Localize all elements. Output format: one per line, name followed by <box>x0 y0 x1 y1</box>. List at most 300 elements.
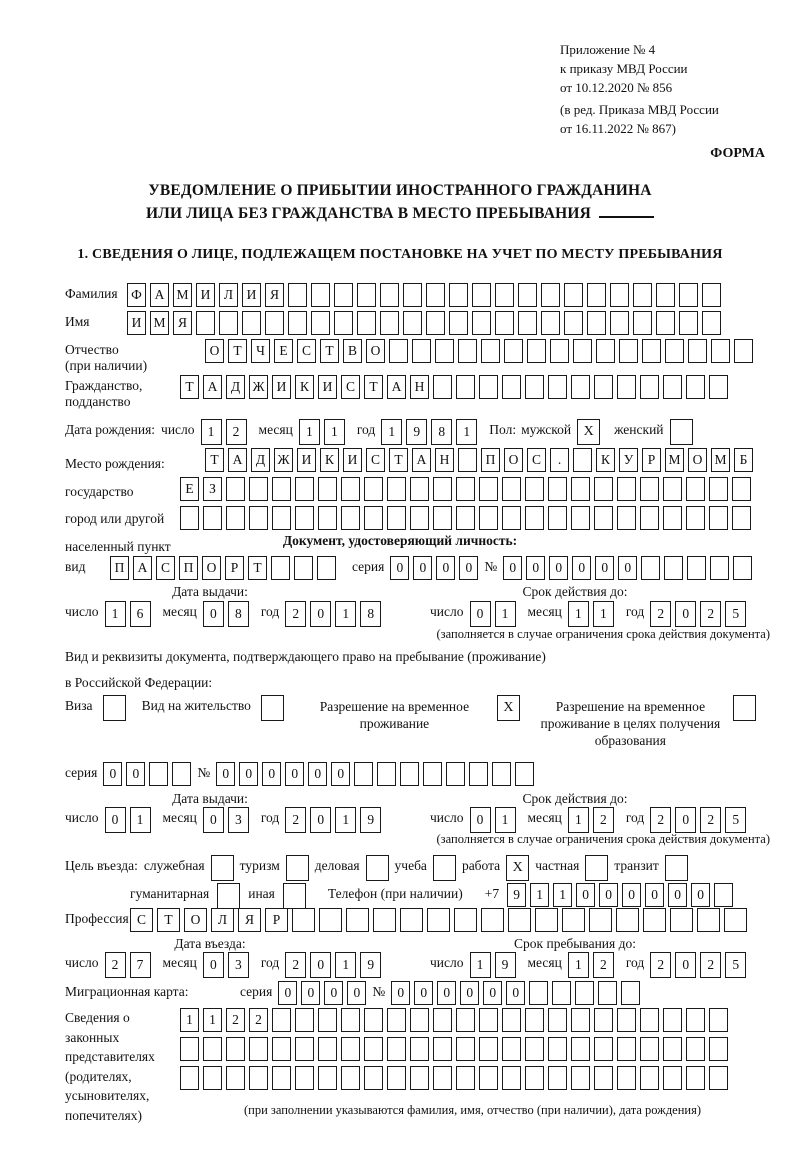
char-box[interactable]: 1 <box>335 807 356 833</box>
char-box[interactable]: 0 <box>203 601 224 627</box>
char-box[interactable] <box>469 762 488 786</box>
char-box[interactable]: Б <box>734 448 753 472</box>
char-box[interactable] <box>617 506 636 530</box>
char-box[interactable] <box>433 1037 452 1061</box>
char-box[interactable] <box>387 477 406 501</box>
char-box[interactable] <box>709 1008 728 1032</box>
char-box[interactable]: 1 <box>568 601 589 627</box>
char-box[interactable]: 0 <box>347 981 366 1005</box>
char-box[interactable] <box>571 477 590 501</box>
char-box[interactable]: З <box>203 477 222 501</box>
char-box[interactable] <box>288 283 307 307</box>
char-box[interactable] <box>594 506 613 530</box>
char-box[interactable]: 2 <box>105 952 126 978</box>
char-box[interactable]: А <box>133 556 152 580</box>
char-box[interactable]: М <box>150 311 169 335</box>
char-box[interactable] <box>670 908 693 932</box>
char-box[interactable]: . <box>550 448 569 472</box>
char-box[interactable] <box>410 1066 429 1090</box>
char-box[interactable]: 1 <box>456 419 477 445</box>
char-box[interactable] <box>387 506 406 530</box>
char-box[interactable] <box>504 339 523 363</box>
char-box[interactable] <box>571 1008 590 1032</box>
char-box[interactable]: 0 <box>203 807 224 833</box>
char-box[interactable] <box>295 1037 314 1061</box>
char-box[interactable] <box>271 556 290 580</box>
char-box[interactable] <box>341 1066 360 1090</box>
char-box[interactable] <box>472 283 491 307</box>
char-box[interactable] <box>525 506 544 530</box>
char-box[interactable] <box>426 283 445 307</box>
char-box[interactable]: 0 <box>668 883 687 907</box>
char-box[interactable]: Я <box>173 311 192 335</box>
char-box[interactable]: 3 <box>228 807 249 833</box>
char-box[interactable] <box>226 477 245 501</box>
char-box[interactable] <box>525 375 544 399</box>
char-box[interactable] <box>449 311 468 335</box>
char-box[interactable] <box>548 1037 567 1061</box>
char-box[interactable]: 0 <box>503 556 522 580</box>
char-box[interactable] <box>226 1066 245 1090</box>
char-box[interactable] <box>456 506 475 530</box>
char-box[interactable]: 2 <box>593 807 614 833</box>
char-box[interactable] <box>596 339 615 363</box>
char-box[interactable] <box>456 1008 475 1032</box>
char-box[interactable]: 2 <box>226 419 247 445</box>
char-box[interactable]: 0 <box>691 883 710 907</box>
char-box[interactable] <box>610 283 629 307</box>
char-box[interactable]: 2 <box>700 952 721 978</box>
char-box[interactable] <box>679 311 698 335</box>
char-box[interactable] <box>686 506 705 530</box>
char-box[interactable]: 0 <box>599 883 618 907</box>
purpose-official-checkbox[interactable] <box>211 855 234 881</box>
sex-male-checkbox[interactable]: X <box>577 419 600 445</box>
char-box[interactable] <box>357 311 376 335</box>
char-box[interactable] <box>571 375 590 399</box>
char-box[interactable]: 1 <box>568 807 589 833</box>
char-box[interactable]: И <box>297 448 316 472</box>
char-box[interactable]: С <box>156 556 175 580</box>
char-box[interactable]: 5 <box>725 807 746 833</box>
char-box[interactable] <box>643 908 666 932</box>
char-box[interactable] <box>734 339 753 363</box>
char-box[interactable]: Ж <box>249 375 268 399</box>
char-box[interactable]: М <box>665 448 684 472</box>
char-box[interactable]: 0 <box>103 762 122 786</box>
char-box[interactable]: И <box>343 448 362 472</box>
char-box[interactable] <box>709 506 728 530</box>
char-box[interactable] <box>619 339 638 363</box>
char-box[interactable] <box>687 556 706 580</box>
char-box[interactable]: 0 <box>595 556 614 580</box>
char-box[interactable]: 5 <box>725 952 746 978</box>
char-box[interactable] <box>663 1066 682 1090</box>
char-box[interactable] <box>481 339 500 363</box>
char-box[interactable] <box>341 477 360 501</box>
char-box[interactable]: Н <box>435 448 454 472</box>
char-box[interactable] <box>709 1066 728 1090</box>
char-box[interactable] <box>318 1066 337 1090</box>
char-box[interactable]: 0 <box>483 981 502 1005</box>
char-box[interactable]: А <box>228 448 247 472</box>
char-box[interactable]: Р <box>642 448 661 472</box>
char-box[interactable] <box>571 506 590 530</box>
char-box[interactable] <box>364 1008 383 1032</box>
char-box[interactable] <box>456 1037 475 1061</box>
char-box[interactable]: 0 <box>390 556 409 580</box>
char-box[interactable] <box>711 339 730 363</box>
char-box[interactable] <box>617 375 636 399</box>
char-box[interactable] <box>364 1066 383 1090</box>
char-box[interactable] <box>427 908 450 932</box>
char-box[interactable]: 1 <box>553 883 572 907</box>
char-box[interactable]: П <box>481 448 500 472</box>
char-box[interactable]: 0 <box>645 883 664 907</box>
char-box[interactable]: 0 <box>126 762 145 786</box>
char-box[interactable] <box>426 311 445 335</box>
char-box[interactable]: У <box>619 448 638 472</box>
char-box[interactable]: Л <box>219 283 238 307</box>
char-box[interactable]: И <box>318 375 337 399</box>
char-box[interactable]: Т <box>157 908 180 932</box>
char-box[interactable] <box>317 556 336 580</box>
char-box[interactable] <box>172 762 191 786</box>
char-box[interactable]: В <box>343 339 362 363</box>
char-box[interactable]: 0 <box>572 556 591 580</box>
char-box[interactable]: 1 <box>130 807 151 833</box>
char-box[interactable]: 0 <box>549 556 568 580</box>
char-box[interactable] <box>663 477 682 501</box>
char-box[interactable] <box>714 883 733 907</box>
char-box[interactable]: Т <box>180 375 199 399</box>
char-box[interactable]: 1 <box>324 419 345 445</box>
char-box[interactable]: 0 <box>526 556 545 580</box>
purpose-other-checkbox[interactable] <box>283 883 306 909</box>
char-box[interactable] <box>709 375 728 399</box>
char-box[interactable]: А <box>150 283 169 307</box>
char-box[interactable] <box>196 311 215 335</box>
char-box[interactable]: 2 <box>285 952 306 978</box>
char-box[interactable] <box>341 506 360 530</box>
char-box[interactable]: 9 <box>360 952 381 978</box>
option-temp-residence-edu-checkbox[interactable] <box>733 695 756 721</box>
char-box[interactable]: Т <box>364 375 383 399</box>
char-box[interactable] <box>203 1066 222 1090</box>
char-box[interactable]: 1 <box>180 1008 199 1032</box>
char-box[interactable]: 0 <box>105 807 126 833</box>
char-box[interactable] <box>724 908 747 932</box>
char-box[interactable] <box>550 339 569 363</box>
char-box[interactable] <box>295 506 314 530</box>
char-box[interactable] <box>664 556 683 580</box>
char-box[interactable] <box>472 311 491 335</box>
char-box[interactable]: О <box>504 448 523 472</box>
char-box[interactable]: 2 <box>285 601 306 627</box>
char-box[interactable]: 1 <box>335 952 356 978</box>
char-box[interactable] <box>180 506 199 530</box>
char-box[interactable]: 0 <box>285 762 304 786</box>
char-box[interactable] <box>354 762 373 786</box>
char-box[interactable] <box>226 506 245 530</box>
char-box[interactable]: 0 <box>308 762 327 786</box>
char-box[interactable] <box>341 1037 360 1061</box>
char-box[interactable]: Н <box>410 375 429 399</box>
char-box[interactable]: К <box>596 448 615 472</box>
char-box[interactable]: И <box>127 311 146 335</box>
char-box[interactable]: С <box>527 448 546 472</box>
char-box[interactable] <box>346 908 369 932</box>
char-box[interactable] <box>295 1008 314 1032</box>
char-box[interactable] <box>249 1037 268 1061</box>
char-box[interactable]: Д <box>226 375 245 399</box>
char-box[interactable] <box>640 1037 659 1061</box>
char-box[interactable] <box>449 283 468 307</box>
char-box[interactable] <box>479 1008 498 1032</box>
char-box[interactable] <box>732 477 751 501</box>
option-visa-checkbox[interactable] <box>103 695 126 721</box>
char-box[interactable]: 9 <box>406 419 427 445</box>
char-box[interactable]: 2 <box>700 601 721 627</box>
char-box[interactable] <box>400 908 423 932</box>
char-box[interactable] <box>686 1008 705 1032</box>
char-box[interactable] <box>180 1037 199 1061</box>
char-box[interactable] <box>688 339 707 363</box>
char-box[interactable] <box>446 762 465 786</box>
char-box[interactable] <box>548 375 567 399</box>
char-box[interactable] <box>456 477 475 501</box>
char-box[interactable]: 1 <box>299 419 320 445</box>
char-box[interactable]: 2 <box>285 807 306 833</box>
char-box[interactable] <box>656 283 675 307</box>
char-box[interactable]: 9 <box>495 952 516 978</box>
purpose-business-checkbox[interactable] <box>366 855 389 881</box>
char-box[interactable] <box>403 283 422 307</box>
char-box[interactable] <box>410 1008 429 1032</box>
char-box[interactable] <box>617 1008 636 1032</box>
char-box[interactable] <box>341 1008 360 1032</box>
char-box[interactable] <box>203 506 222 530</box>
char-box[interactable] <box>594 1008 613 1032</box>
char-box[interactable]: 0 <box>576 883 595 907</box>
char-box[interactable]: С <box>297 339 316 363</box>
char-box[interactable]: С <box>341 375 360 399</box>
char-box[interactable] <box>564 311 583 335</box>
char-box[interactable] <box>656 311 675 335</box>
char-box[interactable] <box>587 311 606 335</box>
char-box[interactable]: Я <box>265 283 284 307</box>
char-box[interactable] <box>518 311 537 335</box>
char-box[interactable] <box>495 311 514 335</box>
char-box[interactable] <box>364 477 383 501</box>
purpose-transit-checkbox[interactable] <box>665 855 688 881</box>
char-box[interactable] <box>380 311 399 335</box>
char-box[interactable] <box>318 1008 337 1032</box>
char-box[interactable]: О <box>205 339 224 363</box>
char-box[interactable] <box>525 1066 544 1090</box>
char-box[interactable] <box>642 339 661 363</box>
char-box[interactable]: 3 <box>228 952 249 978</box>
char-box[interactable]: П <box>179 556 198 580</box>
char-box[interactable]: 1 <box>335 601 356 627</box>
char-box[interactable]: А <box>203 375 222 399</box>
char-box[interactable]: Р <box>265 908 288 932</box>
char-box[interactable] <box>288 311 307 335</box>
char-box[interactable] <box>541 311 560 335</box>
char-box[interactable] <box>403 311 422 335</box>
char-box[interactable]: Т <box>320 339 339 363</box>
char-box[interactable] <box>380 283 399 307</box>
char-box[interactable] <box>640 375 659 399</box>
char-box[interactable]: О <box>366 339 385 363</box>
char-box[interactable] <box>633 283 652 307</box>
char-box[interactable] <box>616 908 639 932</box>
char-box[interactable]: А <box>387 375 406 399</box>
char-box[interactable]: 0 <box>437 981 456 1005</box>
char-box[interactable]: 7 <box>130 952 151 978</box>
char-box[interactable]: 0 <box>618 556 637 580</box>
char-box[interactable]: 8 <box>431 419 452 445</box>
char-box[interactable]: 1 <box>530 883 549 907</box>
char-box[interactable] <box>697 908 720 932</box>
char-box[interactable]: 0 <box>216 762 235 786</box>
char-box[interactable]: Т <box>248 556 267 580</box>
char-box[interactable]: 0 <box>239 762 258 786</box>
char-box[interactable]: 0 <box>675 952 696 978</box>
char-box[interactable]: Т <box>205 448 224 472</box>
char-box[interactable] <box>311 311 330 335</box>
char-box[interactable] <box>518 283 537 307</box>
char-box[interactable]: Я <box>238 908 261 932</box>
char-box[interactable]: 9 <box>507 883 526 907</box>
char-box[interactable] <box>492 762 511 786</box>
char-box[interactable] <box>249 477 268 501</box>
char-box[interactable] <box>617 477 636 501</box>
char-box[interactable] <box>249 1066 268 1090</box>
char-box[interactable]: А <box>412 448 431 472</box>
char-box[interactable] <box>686 1037 705 1061</box>
char-box[interactable] <box>433 477 452 501</box>
char-box[interactable] <box>364 1037 383 1061</box>
char-box[interactable] <box>663 375 682 399</box>
char-box[interactable] <box>525 477 544 501</box>
char-box[interactable] <box>389 339 408 363</box>
char-box[interactable] <box>548 477 567 501</box>
char-box[interactable] <box>387 1008 406 1032</box>
char-box[interactable] <box>219 311 238 335</box>
char-box[interactable]: 2 <box>700 807 721 833</box>
char-box[interactable] <box>621 981 640 1005</box>
char-box[interactable] <box>433 1008 452 1032</box>
char-box[interactable] <box>272 1066 291 1090</box>
char-box[interactable] <box>571 1037 590 1061</box>
char-box[interactable]: П <box>110 556 129 580</box>
char-box[interactable] <box>377 762 396 786</box>
char-box[interactable] <box>272 1037 291 1061</box>
char-box[interactable]: 0 <box>436 556 455 580</box>
char-box[interactable] <box>548 1008 567 1032</box>
char-box[interactable]: 1 <box>381 419 402 445</box>
char-box[interactable]: 1 <box>201 419 222 445</box>
char-box[interactable] <box>433 1066 452 1090</box>
char-box[interactable]: 0 <box>310 952 331 978</box>
char-box[interactable] <box>410 506 429 530</box>
char-box[interactable] <box>617 1066 636 1090</box>
purpose-work-checkbox[interactable]: X <box>506 855 529 881</box>
char-box[interactable]: М <box>711 448 730 472</box>
char-box[interactable] <box>433 375 452 399</box>
char-box[interactable] <box>387 1066 406 1090</box>
char-box[interactable]: Р <box>225 556 244 580</box>
char-box[interactable] <box>334 311 353 335</box>
char-box[interactable] <box>548 1066 567 1090</box>
char-box[interactable] <box>410 1037 429 1061</box>
char-box[interactable] <box>573 448 592 472</box>
char-box[interactable] <box>610 311 629 335</box>
char-box[interactable] <box>640 1008 659 1032</box>
char-box[interactable]: 0 <box>391 981 410 1005</box>
char-box[interactable] <box>334 283 353 307</box>
char-box[interactable] <box>733 556 752 580</box>
char-box[interactable] <box>594 1066 613 1090</box>
char-box[interactable] <box>594 375 613 399</box>
char-box[interactable] <box>502 506 521 530</box>
char-box[interactable]: 5 <box>725 601 746 627</box>
char-box[interactable]: 8 <box>360 601 381 627</box>
char-box[interactable]: 0 <box>310 601 331 627</box>
char-box[interactable] <box>242 311 261 335</box>
char-box[interactable] <box>575 981 594 1005</box>
char-box[interactable] <box>640 477 659 501</box>
purpose-tourism-checkbox[interactable] <box>286 855 309 881</box>
char-box[interactable] <box>686 477 705 501</box>
char-box[interactable] <box>249 506 268 530</box>
char-box[interactable] <box>458 339 477 363</box>
char-box[interactable] <box>663 506 682 530</box>
char-box[interactable] <box>180 1066 199 1090</box>
char-box[interactable] <box>387 1037 406 1061</box>
char-box[interactable]: 0 <box>301 981 320 1005</box>
char-box[interactable] <box>364 506 383 530</box>
char-box[interactable] <box>589 908 612 932</box>
char-box[interactable] <box>479 477 498 501</box>
char-box[interactable]: Д <box>251 448 270 472</box>
char-box[interactable] <box>594 1037 613 1061</box>
char-box[interactable]: Т <box>228 339 247 363</box>
char-box[interactable] <box>710 556 729 580</box>
char-box[interactable] <box>456 1066 475 1090</box>
char-box[interactable] <box>295 1066 314 1090</box>
char-box[interactable] <box>295 477 314 501</box>
char-box[interactable]: О <box>184 908 207 932</box>
char-box[interactable] <box>479 1066 498 1090</box>
char-box[interactable]: 0 <box>203 952 224 978</box>
char-box[interactable]: 0 <box>459 556 478 580</box>
char-box[interactable] <box>318 477 337 501</box>
char-box[interactable]: 2 <box>226 1008 245 1032</box>
char-box[interactable]: 1 <box>568 952 589 978</box>
char-box[interactable]: 2 <box>650 807 671 833</box>
char-box[interactable]: Е <box>274 339 293 363</box>
char-box[interactable] <box>527 339 546 363</box>
char-box[interactable] <box>525 1008 544 1032</box>
char-box[interactable]: 8 <box>228 601 249 627</box>
char-box[interactable] <box>502 477 521 501</box>
char-box[interactable] <box>529 981 548 1005</box>
char-box[interactable]: К <box>295 375 314 399</box>
char-box[interactable]: С <box>366 448 385 472</box>
char-box[interactable]: Л <box>211 908 234 932</box>
